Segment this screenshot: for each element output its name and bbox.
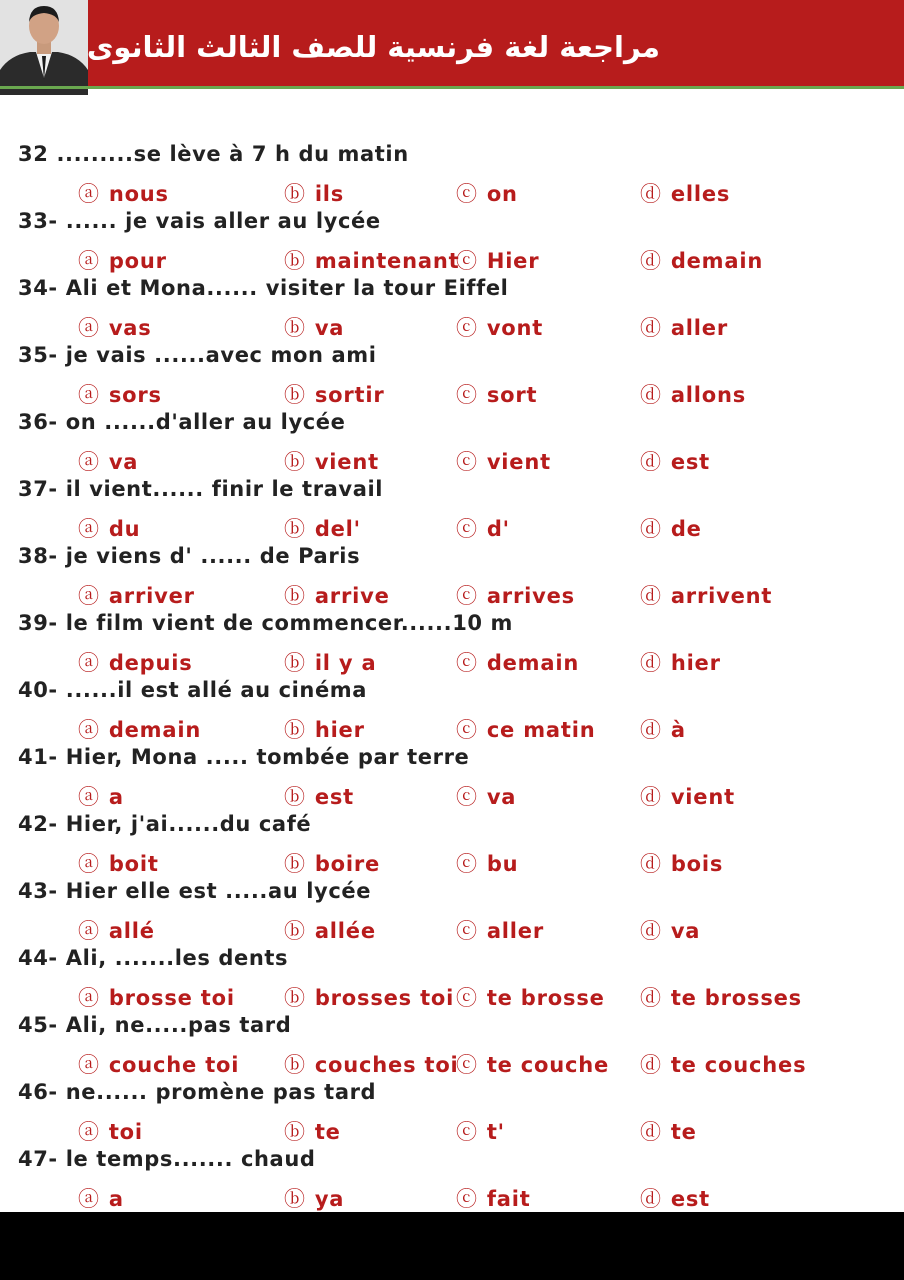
option-d[interactable] bbox=[640, 379, 746, 409]
option-d[interactable] bbox=[640, 580, 772, 610]
question-43 bbox=[18, 879, 371, 903]
option-a[interactable] bbox=[78, 245, 167, 275]
option-d[interactable] bbox=[640, 848, 723, 878]
option-marker-b-icon: ⓑ bbox=[284, 1187, 306, 1211]
option-label: on bbox=[486, 182, 518, 206]
option-marker-c-icon: ⓒ bbox=[456, 919, 478, 943]
option-a[interactable] bbox=[78, 312, 152, 342]
option-d[interactable] bbox=[640, 781, 735, 811]
option-b[interactable] bbox=[284, 647, 377, 677]
option-marker-a-icon: ⓐ bbox=[78, 517, 100, 541]
option-marker-d-icon: ⓓ bbox=[640, 1120, 662, 1144]
option-a[interactable] bbox=[78, 1049, 239, 1079]
question-number: 40- bbox=[18, 678, 58, 702]
option-marker-d-icon: ⓓ bbox=[640, 182, 662, 206]
option-marker-c-icon: ⓒ bbox=[456, 1120, 478, 1144]
option-c[interactable] bbox=[456, 1116, 505, 1146]
option-label: bois bbox=[670, 852, 724, 876]
option-label: demain bbox=[108, 718, 202, 742]
question-38 bbox=[18, 544, 360, 568]
question-44 bbox=[18, 946, 288, 970]
option-marker-d-icon: ⓓ bbox=[640, 383, 662, 407]
option-c[interactable] bbox=[456, 580, 575, 610]
option-label: depuis bbox=[108, 651, 193, 675]
option-marker-b-icon: ⓑ bbox=[284, 182, 306, 206]
option-label: arrive bbox=[314, 584, 390, 608]
option-label: vient bbox=[314, 450, 379, 474]
option-marker-d-icon: ⓓ bbox=[640, 919, 662, 943]
option-d[interactable] bbox=[640, 1049, 806, 1079]
option-label: couche toi bbox=[108, 1053, 240, 1077]
option-label: vas bbox=[108, 316, 152, 340]
option-b[interactable] bbox=[284, 379, 385, 409]
question-number: 42- bbox=[18, 812, 58, 836]
option-label: du bbox=[108, 517, 141, 541]
option-label: a bbox=[108, 1187, 124, 1211]
option-label: vient bbox=[670, 785, 735, 809]
option-d[interactable] bbox=[640, 1116, 697, 1146]
option-marker-c-icon: ⓒ bbox=[456, 718, 478, 742]
question-number: 34- bbox=[18, 276, 58, 300]
option-b[interactable] bbox=[284, 312, 344, 342]
option-marker-b-icon: ⓑ bbox=[284, 383, 306, 407]
option-c[interactable] bbox=[456, 312, 543, 342]
option-a[interactable] bbox=[78, 781, 124, 811]
question-40 bbox=[18, 678, 367, 702]
teacher-avatar-icon bbox=[0, 0, 88, 95]
header-bar bbox=[0, 0, 904, 86]
question-number: 33- bbox=[18, 209, 58, 233]
option-marker-b-icon: ⓑ bbox=[284, 852, 306, 876]
option-b[interactable] bbox=[284, 915, 376, 945]
option-marker-d-icon: ⓓ bbox=[640, 1187, 662, 1211]
option-label: pour bbox=[108, 249, 167, 273]
option-marker-a-icon: ⓐ bbox=[78, 1187, 100, 1211]
question-number: 45- bbox=[18, 1013, 58, 1037]
option-b[interactable] bbox=[284, 513, 361, 543]
option-marker-b-icon: ⓑ bbox=[284, 249, 306, 273]
option-label: est bbox=[670, 450, 710, 474]
option-marker-d-icon: ⓓ bbox=[640, 986, 662, 1010]
question-32 bbox=[18, 142, 409, 166]
question-text: Ali, ne.....pas tard bbox=[65, 1013, 292, 1037]
option-label: boit bbox=[108, 852, 159, 876]
question-text: le film vient de commencer......10 m bbox=[65, 611, 514, 635]
option-marker-a-icon: ⓐ bbox=[78, 986, 100, 1010]
option-marker-c-icon: ⓒ bbox=[456, 383, 478, 407]
option-c[interactable] bbox=[456, 1183, 531, 1212]
question-text: Hier, Mona ..... tombée par terre bbox=[65, 745, 470, 769]
option-marker-c-icon: ⓒ bbox=[456, 450, 478, 474]
option-a[interactable] bbox=[78, 1183, 124, 1212]
option-marker-c-icon: ⓒ bbox=[456, 1187, 478, 1211]
option-label: va bbox=[314, 316, 345, 340]
option-label: de bbox=[670, 517, 702, 541]
option-a[interactable] bbox=[78, 848, 159, 878]
question-text: Ali et Mona...... visiter la tour Eiffel bbox=[65, 276, 509, 300]
question-text: ...... je vais aller au lycée bbox=[65, 209, 381, 233]
option-a[interactable] bbox=[78, 178, 169, 208]
question-text: il vient...... finir le travail bbox=[65, 477, 384, 501]
option-label: nous bbox=[108, 182, 169, 206]
option-marker-b-icon: ⓑ bbox=[284, 584, 306, 608]
option-b[interactable] bbox=[284, 781, 354, 811]
option-marker-c-icon: ⓒ bbox=[456, 852, 478, 876]
question-text: je vais ......avec mon ami bbox=[65, 343, 377, 367]
option-c[interactable] bbox=[456, 915, 544, 945]
option-marker-a-icon: ⓐ bbox=[78, 785, 100, 809]
option-label: toi bbox=[108, 1120, 143, 1144]
question-number: 39- bbox=[18, 611, 58, 635]
option-marker-c-icon: ⓒ bbox=[456, 986, 478, 1010]
option-d[interactable] bbox=[640, 312, 728, 342]
option-marker-a-icon: ⓐ bbox=[78, 1053, 100, 1077]
option-d[interactable] bbox=[640, 1183, 710, 1212]
option-label: bu bbox=[486, 852, 519, 876]
option-marker-b-icon: ⓑ bbox=[284, 718, 306, 742]
option-c[interactable] bbox=[456, 245, 539, 275]
question-34 bbox=[18, 276, 508, 300]
question-text: le temps....... chaud bbox=[65, 1147, 316, 1171]
option-label: est bbox=[670, 1187, 710, 1211]
option-c[interactable] bbox=[456, 446, 551, 476]
option-marker-a-icon: ⓐ bbox=[78, 182, 100, 206]
question-number: 44- bbox=[18, 946, 58, 970]
option-a[interactable] bbox=[78, 915, 155, 945]
option-c[interactable] bbox=[456, 513, 510, 543]
option-c[interactable] bbox=[456, 178, 518, 208]
option-a[interactable] bbox=[78, 580, 195, 610]
option-marker-c-icon: ⓒ bbox=[456, 1053, 478, 1077]
option-marker-b-icon: ⓑ bbox=[284, 919, 306, 943]
option-d[interactable] bbox=[640, 982, 802, 1012]
option-marker-d-icon: ⓓ bbox=[640, 785, 662, 809]
option-label: demain bbox=[670, 249, 764, 273]
option-label: arrives bbox=[486, 584, 575, 608]
option-marker-d-icon: ⓓ bbox=[640, 249, 662, 273]
option-marker-c-icon: ⓒ bbox=[456, 182, 478, 206]
option-label: sortir bbox=[314, 383, 385, 407]
option-label: à bbox=[670, 718, 686, 742]
option-marker-a-icon: ⓐ bbox=[78, 919, 100, 943]
option-marker-d-icon: ⓓ bbox=[640, 1053, 662, 1077]
option-label: vient bbox=[486, 450, 551, 474]
option-marker-b-icon: ⓑ bbox=[284, 1053, 306, 1077]
option-marker-d-icon: ⓓ bbox=[640, 517, 662, 541]
question-41 bbox=[18, 745, 469, 769]
option-a[interactable] bbox=[78, 1116, 143, 1146]
option-marker-b-icon: ⓑ bbox=[284, 651, 306, 675]
option-marker-b-icon: ⓑ bbox=[284, 316, 306, 340]
option-label: va bbox=[108, 450, 139, 474]
option-marker-d-icon: ⓓ bbox=[640, 852, 662, 876]
option-label: ils bbox=[314, 182, 345, 206]
option-marker-d-icon: ⓓ bbox=[640, 316, 662, 340]
option-label: arriver bbox=[108, 584, 195, 608]
option-marker-a-icon: ⓐ bbox=[78, 249, 100, 273]
option-label: est bbox=[314, 785, 354, 809]
question-text: Ali, .......les dents bbox=[65, 946, 289, 970]
option-label: aller bbox=[486, 919, 544, 943]
option-a[interactable] bbox=[78, 513, 140, 543]
question-37 bbox=[18, 477, 383, 501]
option-label: te couche bbox=[486, 1053, 610, 1077]
question-text: .........se lève à 7 h du matin bbox=[56, 142, 409, 166]
option-marker-c-icon: ⓒ bbox=[456, 785, 478, 809]
option-c[interactable] bbox=[456, 647, 579, 677]
option-marker-a-icon: ⓐ bbox=[78, 383, 100, 407]
question-text: ne...... promène pas tard bbox=[65, 1080, 377, 1104]
option-label: ce matin bbox=[486, 718, 596, 742]
option-marker-d-icon: ⓓ bbox=[640, 651, 662, 675]
option-label: maintenant bbox=[314, 249, 460, 273]
option-label: elles bbox=[670, 182, 731, 206]
question-number: 37- bbox=[18, 477, 58, 501]
option-d[interactable] bbox=[640, 647, 721, 677]
option-marker-a-icon: ⓐ bbox=[78, 584, 100, 608]
option-marker-d-icon: ⓓ bbox=[640, 584, 662, 608]
option-b[interactable] bbox=[284, 245, 459, 275]
option-label: allé bbox=[108, 919, 155, 943]
option-label: brosses toi bbox=[314, 986, 455, 1010]
option-b[interactable] bbox=[284, 446, 379, 476]
option-label: va bbox=[486, 785, 517, 809]
option-c[interactable] bbox=[456, 714, 595, 744]
option-marker-b-icon: ⓑ bbox=[284, 1120, 306, 1144]
option-label: allée bbox=[314, 919, 376, 943]
option-marker-a-icon: ⓐ bbox=[78, 718, 100, 742]
option-label: Hier bbox=[486, 249, 540, 273]
option-label: te brosses bbox=[670, 986, 802, 1010]
option-c[interactable] bbox=[456, 1049, 609, 1079]
question-35 bbox=[18, 343, 377, 367]
option-marker-a-icon: ⓐ bbox=[78, 651, 100, 675]
option-marker-b-icon: ⓑ bbox=[284, 517, 306, 541]
question-33 bbox=[18, 209, 381, 233]
option-d[interactable] bbox=[640, 446, 710, 476]
option-marker-c-icon: ⓒ bbox=[456, 517, 478, 541]
option-label: sort bbox=[486, 383, 538, 407]
question-text: Hier, j'ai......du café bbox=[65, 812, 312, 836]
option-label: va bbox=[670, 919, 701, 943]
option-label: d' bbox=[486, 517, 510, 541]
option-d[interactable] bbox=[640, 915, 700, 945]
option-a[interactable] bbox=[78, 982, 235, 1012]
option-label: a bbox=[108, 785, 124, 809]
option-label: brosse toi bbox=[108, 986, 235, 1010]
option-label: te bbox=[670, 1120, 697, 1144]
question-45 bbox=[18, 1013, 291, 1037]
question-36 bbox=[18, 410, 346, 434]
question-46 bbox=[18, 1080, 376, 1104]
option-label: t' bbox=[486, 1120, 505, 1144]
option-c[interactable] bbox=[456, 781, 516, 811]
option-label: del' bbox=[314, 517, 361, 541]
option-label: ya bbox=[314, 1187, 345, 1211]
option-label: te couches bbox=[670, 1053, 807, 1077]
option-d[interactable] bbox=[640, 714, 686, 744]
question-number: 32 bbox=[18, 142, 49, 166]
option-marker-d-icon: ⓓ bbox=[640, 718, 662, 742]
option-label: arrivent bbox=[670, 584, 773, 608]
option-b[interactable] bbox=[284, 982, 454, 1012]
option-c[interactable] bbox=[456, 982, 605, 1012]
question-number: 43- bbox=[18, 879, 58, 903]
option-b[interactable] bbox=[284, 714, 365, 744]
option-label: te brosse bbox=[486, 986, 605, 1010]
option-marker-b-icon: ⓑ bbox=[284, 986, 306, 1010]
option-label: demain bbox=[486, 651, 580, 675]
option-marker-a-icon: ⓐ bbox=[78, 450, 100, 474]
option-marker-c-icon: ⓒ bbox=[456, 651, 478, 675]
option-marker-b-icon: ⓑ bbox=[284, 785, 306, 809]
option-label: fait bbox=[486, 1187, 531, 1211]
option-d[interactable] bbox=[640, 513, 702, 543]
option-marker-b-icon: ⓑ bbox=[284, 450, 306, 474]
option-label: te bbox=[314, 1120, 341, 1144]
option-marker-a-icon: ⓐ bbox=[78, 852, 100, 876]
option-a[interactable] bbox=[78, 379, 162, 409]
option-a[interactable] bbox=[78, 714, 201, 744]
question-text: Hier elle est .....au lycée bbox=[65, 879, 372, 903]
question-number: 46- bbox=[18, 1080, 58, 1104]
question-number: 35- bbox=[18, 343, 58, 367]
option-label: hier bbox=[670, 651, 721, 675]
question-number: 38- bbox=[18, 544, 58, 568]
option-label: hier bbox=[314, 718, 365, 742]
question-42 bbox=[18, 812, 311, 836]
option-label: allons bbox=[670, 383, 747, 407]
option-marker-a-icon: ⓐ bbox=[78, 1120, 100, 1144]
option-marker-c-icon: ⓒ bbox=[456, 584, 478, 608]
option-d[interactable] bbox=[640, 178, 730, 208]
option-marker-a-icon: ⓐ bbox=[78, 316, 100, 340]
option-b[interactable] bbox=[284, 1183, 344, 1212]
question-text: on ......d'aller au lycée bbox=[65, 410, 346, 434]
question-39 bbox=[18, 611, 513, 635]
option-label: il y a bbox=[314, 651, 377, 675]
header-title: مراجعة لغة فرنسية للصف الثالث الثانوى bbox=[86, 30, 660, 64]
question-number: 47- bbox=[18, 1147, 58, 1171]
option-marker-c-icon: ⓒ bbox=[456, 249, 478, 273]
option-b[interactable] bbox=[284, 580, 390, 610]
option-a[interactable] bbox=[78, 446, 138, 476]
option-marker-c-icon: ⓒ bbox=[456, 316, 478, 340]
question-47 bbox=[18, 1147, 316, 1171]
option-b[interactable] bbox=[284, 1116, 341, 1146]
question-number: 36- bbox=[18, 410, 58, 434]
option-d[interactable] bbox=[640, 245, 763, 275]
bottom-bar bbox=[0, 1212, 904, 1280]
option-label: vont bbox=[486, 316, 544, 340]
question-text: je viens d' ...... de Paris bbox=[65, 544, 361, 568]
option-label: aller bbox=[670, 316, 728, 340]
teacher-photo bbox=[0, 0, 88, 95]
option-label: couches toi bbox=[314, 1053, 459, 1077]
option-label: sors bbox=[108, 383, 162, 407]
option-b[interactable] bbox=[284, 1049, 459, 1079]
option-b[interactable] bbox=[284, 178, 344, 208]
option-label: boire bbox=[314, 852, 381, 876]
option-marker-d-icon: ⓓ bbox=[640, 450, 662, 474]
option-c[interactable] bbox=[456, 848, 518, 878]
question-text: ......il est allé au cinéma bbox=[65, 678, 368, 702]
header-divider bbox=[0, 86, 904, 89]
option-a[interactable] bbox=[78, 647, 193, 677]
option-c[interactable] bbox=[456, 379, 537, 409]
option-b[interactable] bbox=[284, 848, 380, 878]
question-number: 41- bbox=[18, 745, 58, 769]
